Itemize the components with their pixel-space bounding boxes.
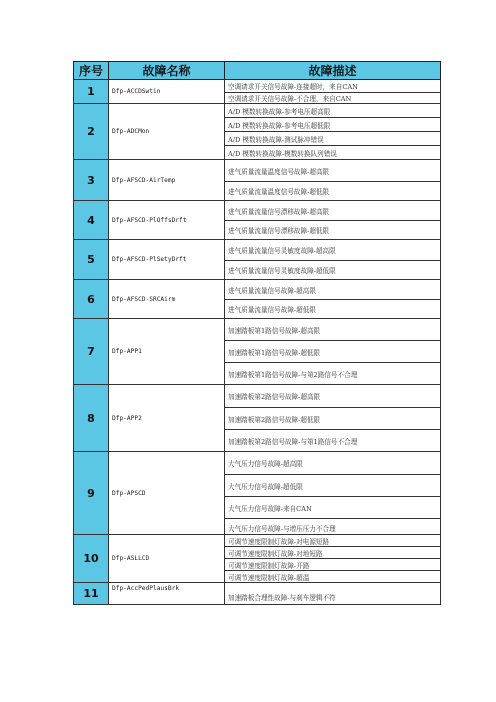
fault-description: A/D 模数转换故障-参考电压超低限 (225, 118, 441, 132)
fault-name: Dfp-APSCD (109, 452, 225, 535)
fault-name: Dfp-AFSCD-SRCAirm (109, 280, 225, 319)
row-index: 1 (74, 80, 109, 104)
fault-description: 空调请求开关信号故障-连接超时，来自CAN (225, 80, 441, 93)
fault-description: 进气质量流量温度信号故障-超低限 (225, 182, 441, 201)
fault-description: A/D 模数转换故障-模数转换队列错误 (225, 146, 441, 160)
fault-description: 进气质量流量信号故障-超高限 (225, 280, 441, 300)
row-index: 5 (74, 240, 109, 280)
fault-description: 加速踏板第1路信号故障-超低限 (225, 341, 441, 363)
row-index: 9 (74, 452, 109, 535)
table-row (74, 80, 441, 93)
table-row (74, 104, 441, 118)
fault-description: 大气压力信号故障-超低限 (225, 475, 441, 497)
row-index: 10 (74, 535, 109, 583)
row-index: 3 (74, 160, 109, 201)
fault-description: 加速踏板第2路信号故障-与第1路信号不合理 (225, 430, 441, 452)
fault-description: 可调节速度限制灯故障-开路 (225, 559, 441, 571)
fault-description: 可调节速度限制灯故障-对电源短路 (225, 535, 441, 547)
fault-name: Dfp-APP2 (109, 385, 225, 452)
header-fault-name: 故障名称 (109, 62, 225, 80)
table-row (74, 385, 441, 408)
header-index: 序号 (74, 62, 109, 80)
fault-name: Dfp-AFSCD-PlSetyDrft (109, 240, 225, 280)
fault-description: 加速踏板第1路信号故障-与第2路信号不合理 (225, 363, 441, 385)
fault-description: 加速踏板合理性故障-与刹车逻辑不符 (225, 583, 441, 605)
row-index: 8 (74, 385, 109, 452)
fault-description: 大气压力信号故障-与增压压力不合理 (225, 519, 441, 535)
fault-description: 进气质量流量信号漂移故障-超高限 (225, 201, 441, 221)
fault-description: 加速踏板第2路信号故障-超高限 (225, 385, 441, 408)
fault-description: 可调节速度限制灯故障-对地短路 (225, 547, 441, 559)
fault-description: 进气质量流量信号灵敏度故障-超高限 (225, 240, 441, 261)
table-row (74, 535, 441, 547)
fault-name: Dfp-ASLLCD (109, 535, 225, 583)
table-row (74, 201, 441, 221)
fault-description: 进气质量流量信号漂移故障-超低限 (225, 221, 441, 240)
row-index: 2 (74, 104, 109, 160)
table-row (74, 452, 441, 475)
fault-name: Dfp-ADCMon (109, 104, 225, 160)
fault-description: 可调节速度限制灯故障-超温 (225, 571, 441, 583)
header-fault-description: 故障描述 (225, 62, 441, 80)
row-index: 4 (74, 201, 109, 240)
table-row (74, 319, 441, 341)
table-row (74, 160, 441, 182)
fault-description: 进气质量流量温度信号故障-超高限 (225, 160, 441, 182)
table-row (74, 240, 441, 261)
fault-description: 加速踏板第2路信号故障-超低限 (225, 408, 441, 430)
fault-description: A/D 模数转换故障-测试脉冲错误 (225, 132, 441, 146)
table-row (74, 280, 441, 300)
fault-description: 进气质量流量信号故障-超低限 (225, 300, 441, 319)
fault-name: Dfp-AFSCD-PlOffsDrft (109, 201, 225, 240)
fault-name: Dfp-AFSCD-AirTemp (109, 160, 225, 201)
fault-description: 大气压力信号故障-超高限 (225, 452, 441, 475)
fault-name: Dfp-AccPedPlausBrk (109, 583, 225, 605)
row-index: 6 (74, 280, 109, 319)
fault-description: 空调请求开关信号故障-不合理，来自CAN (225, 93, 441, 104)
table-row (74, 583, 441, 605)
fault-description: A/D 模数转换故障-参考电压超高限 (225, 104, 441, 118)
fault-name: Dfp-ACCDSwtin (109, 80, 225, 104)
row-index: 11 (74, 583, 109, 605)
row-index: 7 (74, 319, 109, 385)
table-header-row (74, 62, 441, 80)
fault-code-table (73, 61, 441, 605)
fault-description: 加速踏板第1路信号故障-超高限 (225, 319, 441, 341)
fault-description: 大气压力信号故障-来自CAN (225, 497, 441, 519)
fault-name: Dfp-APP1 (109, 319, 225, 385)
fault-description: 进气质量流量信号灵敏度故障-超低限 (225, 261, 441, 280)
